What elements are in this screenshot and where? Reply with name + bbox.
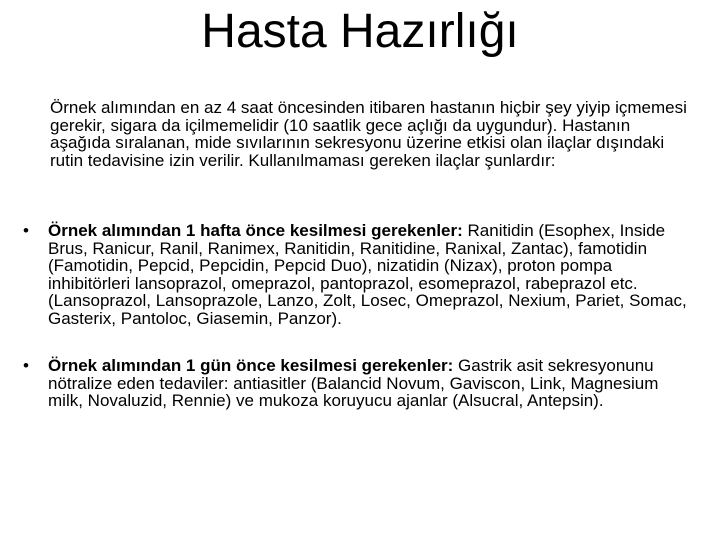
bullet-heading: Örnek alımından 1 gün önce kesilmesi gerekenler: — [48, 356, 454, 375]
bullet-heading: Örnek alımından 1 hafta önce kesilmesi gerekenler: — [48, 221, 463, 240]
bullet-dot-icon: • — [23, 221, 29, 240]
bullet-dot-icon: • — [23, 356, 29, 375]
intro-paragraph: Örnek alımından en az 4 saat öncesinden itibaren hastanın hiçbir şey yiyip içmemesi gerekir, sigara da içilmemelidir (10 saatlik gece açlığı da uygundur). Hastanın aşağıda sıralanan, mide sıvılarının sekresyonu üzerine etkisi olan ilaçlar dışındaki rutin tedavisine izin verilir. Kullanılmaması gereken ilaçlar şunlardır: — [50, 98, 687, 170]
page-title: Hasta Hazırlığı — [201, 5, 519, 58]
bullet-item-one-week — [0, 222, 688, 327]
bullet-list — [0, 222, 720, 410]
bullet-item-one-day — [0, 357, 688, 410]
bullet-text: Gastrik asit sekresyonunu nötralize eden tedaviler: antiasitler (Balancid Novum, Gaviscon, Link, Magnesium milk, Novaluzid, Rennie) ve mukoza koruyucu ajanlar (Alsucral, Antepsin). — [48, 356, 659, 410]
bullet-text: Ranitidin (Esophex, Inside Brus, Ranicur, Ranil, Ranimex, Ranitidin, Ranitidine, Ranixal, Zantac), famotidin (Famotidin, Pepcid, Pepcidin, Pepcid Duo), nizatidin (Nizax), proton pompa inhibitörleri lansoprazol, omeprazol, pantoprazol, esomeprazol, rabeprazol etc. (Lansoprazol, Lansoprazole, Lanzo, Zolt, Losec, Omeprazol, Nexium, Pariet, Somac, Gasterix, Pantoloc, Giasemin, Panzor). — [48, 221, 687, 328]
